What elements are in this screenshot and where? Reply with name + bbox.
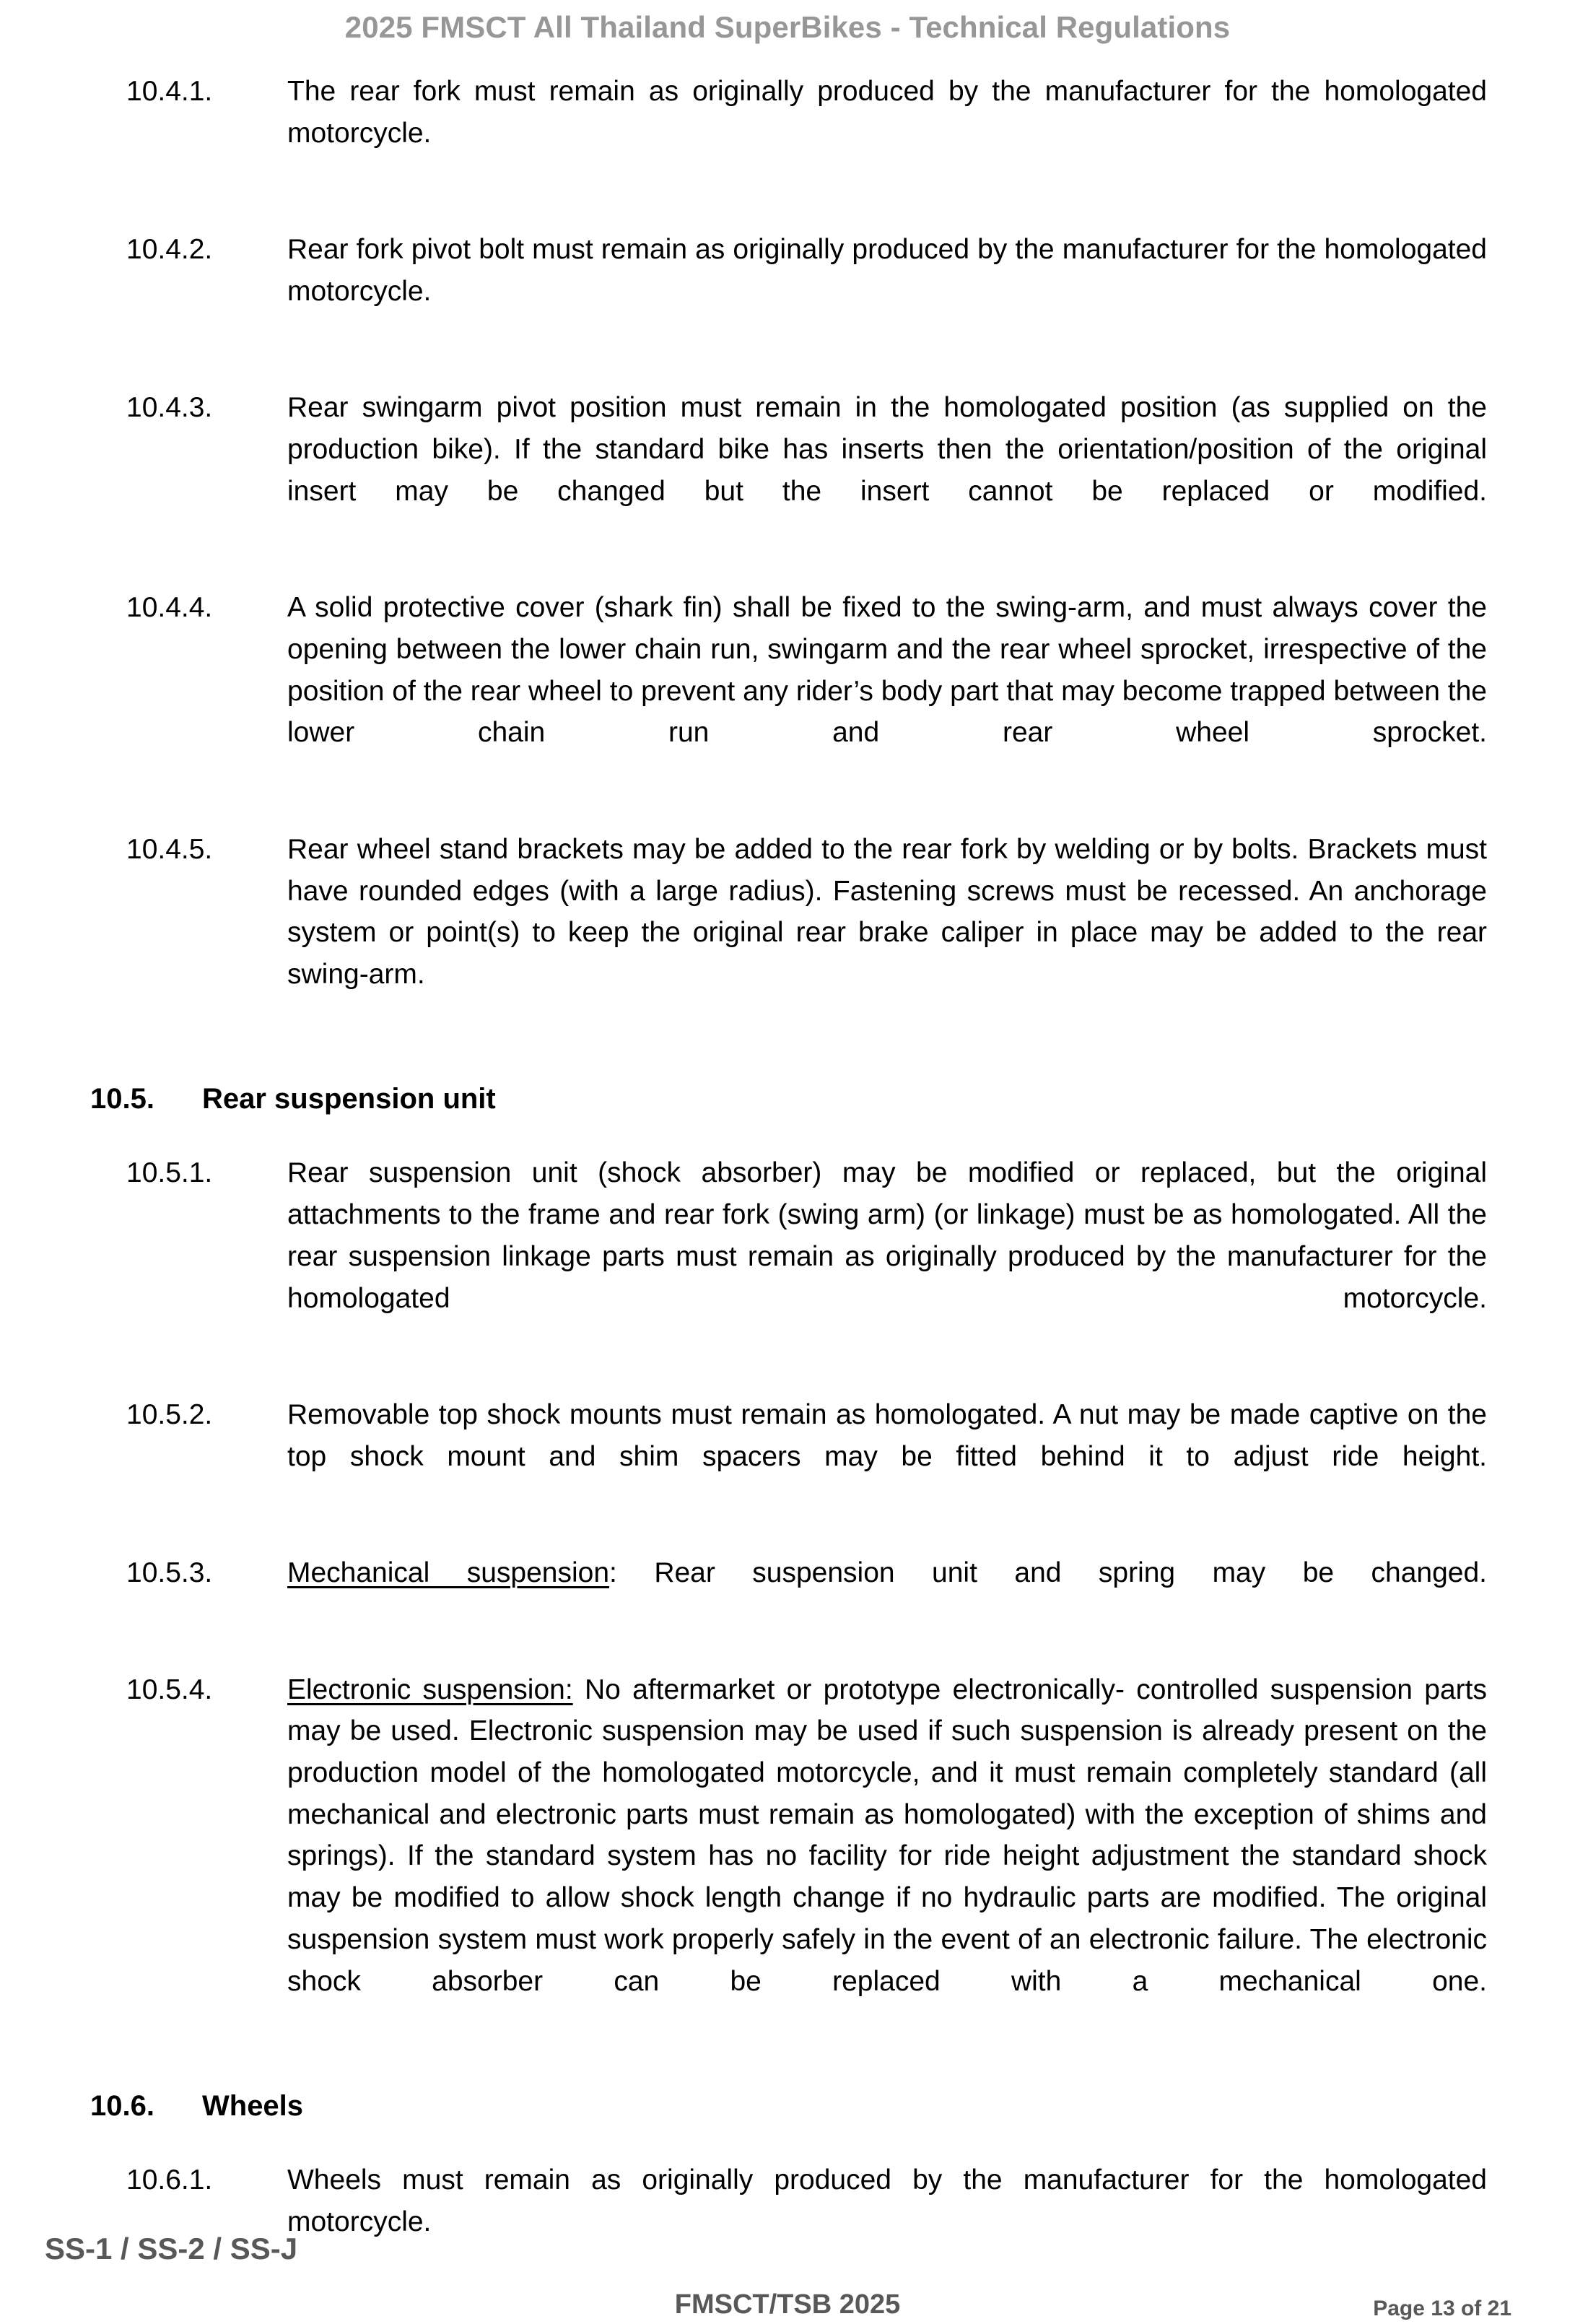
- clause-10-5-2: [0, 1394, 1575, 1519]
- clause-text-rest: : Rear suspension unit and spring may be changed.: [609, 1557, 1488, 1589]
- clause-text-rest: No aftermarket or prototype electronically- controlled suspension parts may be used. Electronic suspension may be used if such suspension is already present on the production model of the homologated motorcycle, and it must remain completely standard (all mechanical and electronic parts must remain as homologated) with the exception of shims and springs). If the standard system has no facility for ride height adjustment the standard shock may be modified to allow shock length change if no hydraulic parts are modified. The original suspension system must work properly safely in the event of an electronic failure. The electronic shock absorber can be replaced with a mechanical one.: [287, 1674, 1488, 1997]
- clause-10-4-2: [0, 229, 1575, 354]
- section-number: 10.5.: [90, 1083, 154, 1115]
- clause-text: Rear swingarm pivot position must remain in the homologated position (as supplied on the production bike). If the standard bike has inserts then the orientation/position of the original insert may be changed but the insert cannot be replaced or modified.: [287, 392, 1487, 507]
- clause-number: 10.4.5.: [126, 833, 213, 865]
- clause-lead-underlined: Mechanical suspension: [287, 1557, 610, 1589]
- clause-text: [287, 1552, 1487, 1635]
- clause-text: Rear wheel stand brackets may be added to the rear fork by welding or by bolts. Brackets must have rounded edges (with a large radius). Fastening screws must be recessed. An anchorage system or point(s) to keep the original rear brake caliper in place may be added to the rear swing-arm.: [287, 833, 1487, 990]
- footer-page-number: Page 13 of 21: [1373, 2297, 1511, 2320]
- clause-10-4-5: [0, 829, 1575, 1037]
- clause-10-5-1: [0, 1152, 1575, 1361]
- clause-10-4-4: [0, 587, 1575, 796]
- section-title: Wheels: [202, 2090, 304, 2123]
- running-header-title: 2025 FMSCT All Thailand SuperBikes - Technical Regulations: [344, 10, 1231, 44]
- clause-number: 10.5.4.: [126, 1674, 213, 1705]
- clause-text: Rear suspension unit (shock absorber) may be modified or replaced, but the original attachments to the frame and rear fork (swing arm) (or linkage) must be as homologated. All the rear suspension linkage parts must remain as originally produced by the manufacturer for the homologated motorcycle.: [287, 1157, 1487, 1314]
- clause-number: 10.4.1.: [126, 76, 213, 107]
- clause-number: 10.4.4.: [126, 592, 213, 624]
- document-body: [0, 71, 1575, 2284]
- clause-text: A solid protective cover (shark fin) shall be fixed to the swing-arm, and must always cover the opening between the lower chain run, swingarm and the rear wheel sprocket, irrespective of the position of the rear wheel to prevent any rider’s body part that may become trapped between the lower chain run and rear wheel sprocket.: [287, 592, 1487, 749]
- clause-10-5-4: [0, 1669, 1575, 2044]
- section-number: 10.6.: [90, 2090, 154, 2123]
- clause-10-5-3: [0, 1552, 1575, 1635]
- clause-text: The rear fork must remain as originally produced by the manufacturer for the homologated motorcycle.: [287, 76, 1487, 149]
- section-heading-10-5: [0, 1079, 1575, 1119]
- clause-text: [287, 1669, 1487, 2044]
- section-heading-10-6: [0, 2086, 1575, 2126]
- clause-10-4-3: [0, 387, 1575, 554]
- footer-org-label: FMSCT/TSB 2025: [674, 2289, 901, 2320]
- clause-text: Removable top shock mounts must remain as homologated. A nut may be made captive on the top shock mount and shim spacers may be fitted behind it to adjust ride height.: [287, 1398, 1487, 1472]
- page-footer: [0, 2180, 1575, 2324]
- clause-lead-underlined: Electronic suspension:: [287, 1674, 573, 1705]
- section-title: Rear suspension unit: [202, 1083, 496, 1115]
- clause-number: 10.5.1.: [126, 1157, 213, 1189]
- clause-number: 10.6.1.: [126, 2164, 213, 2196]
- clause-number: 10.4.2.: [126, 234, 213, 266]
- clause-text: Rear fork pivot bolt must remain as originally produced by the manufacturer for the homologated motorcycle.: [287, 234, 1487, 307]
- clause-text: Wheels must remain as originally produced by the manufacturer for the homologated motorcycle.: [287, 2164, 1487, 2237]
- footer-class-codes: SS-1 / SS-2 / SS-J: [45, 2232, 298, 2266]
- clause-number: 10.4.3.: [126, 392, 213, 424]
- clause-10-4-1: [0, 71, 1575, 196]
- clause-number: 10.5.3.: [126, 1557, 213, 1589]
- clause-number: 10.5.2.: [126, 1398, 213, 1430]
